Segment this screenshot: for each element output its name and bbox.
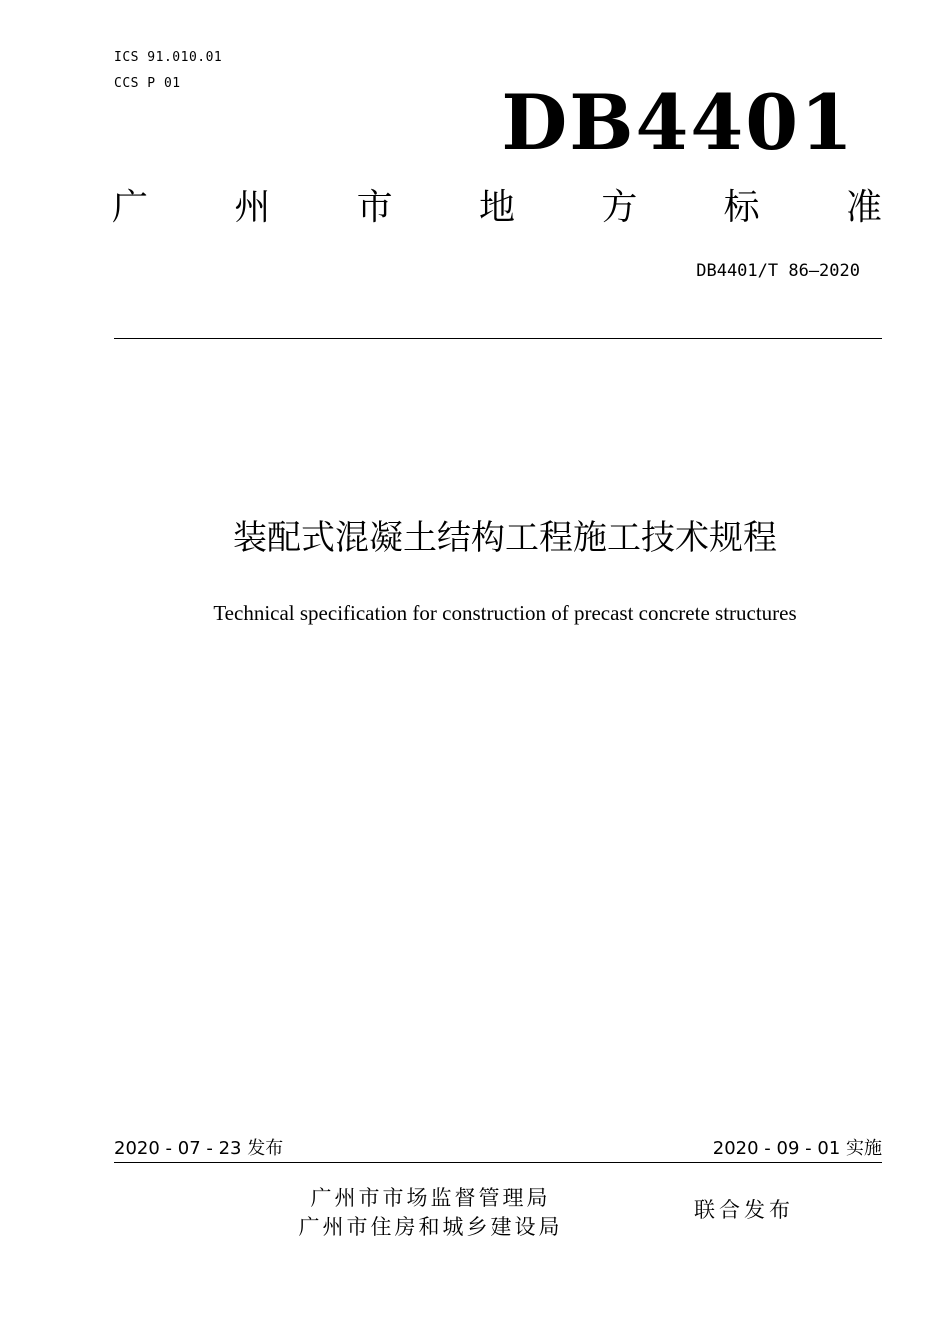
- standard-number: DB4401/T 86—2020: [696, 261, 860, 281]
- ccs-code: CCS P 01: [114, 76, 181, 91]
- issuer-housing-construction: 广州市住房和城乡建设局: [298, 1215, 563, 1239]
- ics-code: ICS 91.010.01: [114, 50, 223, 65]
- effective-date: 2020 - 09 - 01 实施: [712, 1138, 882, 1159]
- issue-date: 2020 - 07 - 23 发布: [114, 1138, 284, 1159]
- standard-type-char: 标: [723, 187, 760, 228]
- standard-type-char: 方: [601, 187, 638, 228]
- standard-type-heading: [112, 186, 882, 230]
- standard-logo: DB4401: [501, 78, 855, 167]
- standard-type-char: 市: [356, 187, 393, 228]
- standard-type-char: 广: [112, 187, 149, 228]
- document-title-chinese: 装配式混凝土结构工程施工技术规程: [233, 518, 777, 558]
- standard-type-char: 准: [845, 187, 882, 228]
- header-divider: [114, 338, 882, 339]
- document-title-english: Technical specification for construction of precast concrete structures: [213, 601, 797, 625]
- standard-type-char: 地: [478, 187, 515, 228]
- joint-release-label: 联合发布: [694, 1198, 794, 1222]
- standard-type-char: 州: [234, 187, 271, 228]
- issuer-market-regulation: 广州市市场监督管理局: [310, 1186, 551, 1210]
- footer-divider: [114, 1162, 882, 1163]
